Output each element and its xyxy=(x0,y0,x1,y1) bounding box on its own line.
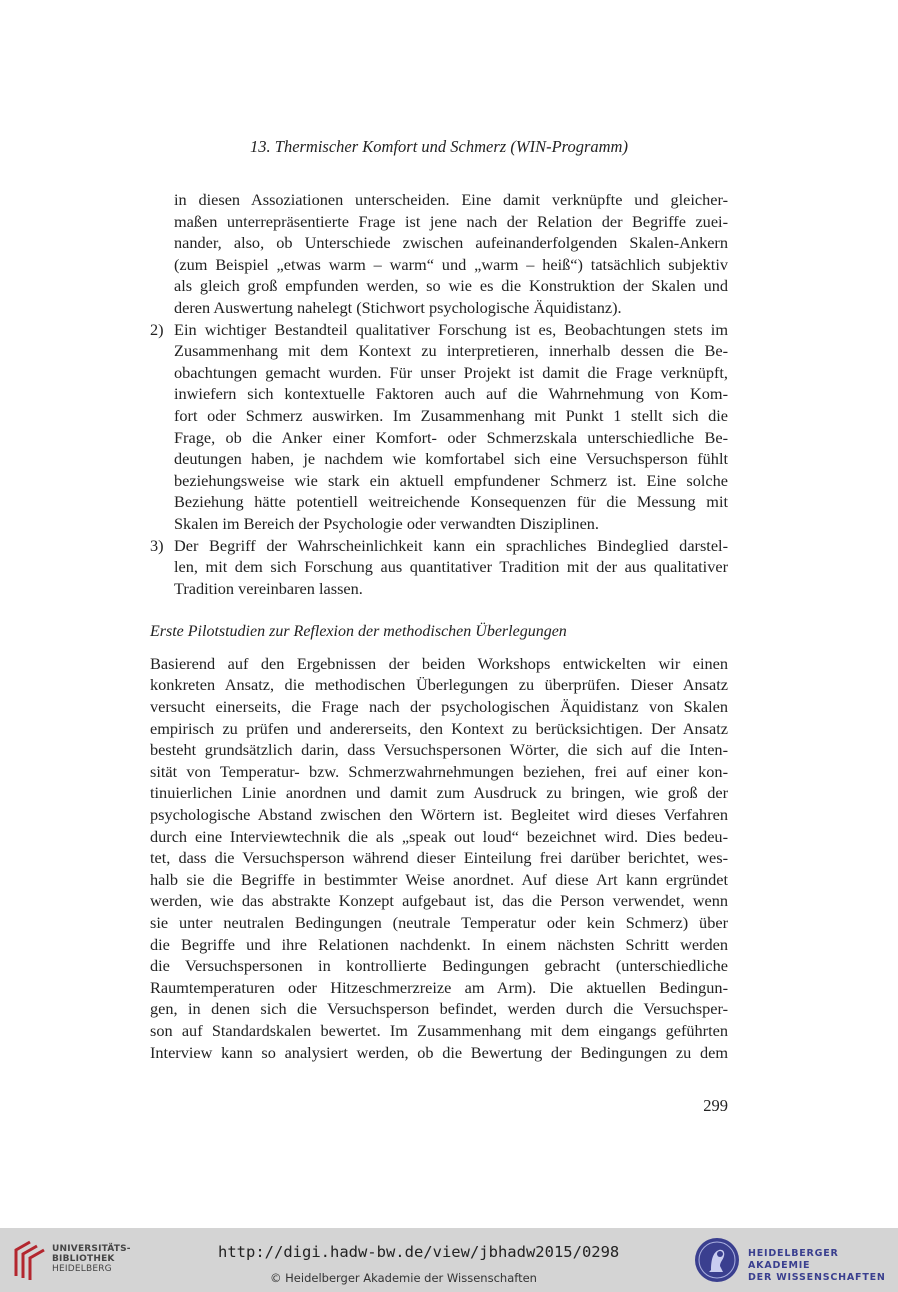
text-line: Ein wichtiger Bestandteil qualitativer Forschung ist es, Beobachtungen stets im xyxy=(174,319,728,339)
footer-bar xyxy=(0,1228,898,1292)
list-item-2 xyxy=(150,319,728,535)
academy-logo-text xyxy=(748,1248,898,1284)
text-line: empirisch zu prüfen und andererseits, den Kontext zu berücksichtigen. Der Ansatz xyxy=(150,718,728,738)
text-line: inwiefern sich kontextuelle Faktoren auch auf die Wahrnehmung von Kom- xyxy=(174,384,728,404)
list-item-3 xyxy=(150,535,728,600)
text-line: Beziehung hätte potentiell weitreichende Konsequenzen für die Messung mit xyxy=(174,492,728,512)
text-line: konkreten Ansatz, die methodischen Überlegungen zu überprüfen. Dieser Ansatz xyxy=(150,675,728,695)
text-line: besteht grundsätzlich darin, dass Versuchspersonen Wörter, die sich auf die Inten- xyxy=(150,740,728,760)
academy-logo-line: HEIDELBERGER AKADEMIE xyxy=(748,1248,839,1271)
text-line: sität von Temperatur- bzw. Schmerzwahrnehmungen beziehen, frei auf einer kon- xyxy=(150,761,728,781)
text-line: versucht einerseits, die Frage nach der psychologischen Äquidistanz von Skalen xyxy=(150,697,728,717)
text-line: gen, in denen sich die Versuchsperson befindet, werden durch die Versuchsper- xyxy=(150,999,728,1019)
page-number: 299 xyxy=(703,1096,728,1115)
academy-seal-icon xyxy=(693,1236,741,1284)
text-line: in diesen Assoziationen unterscheiden. Eine damit verknüpfte und gleicher- xyxy=(174,190,728,209)
text-line: Frage, ob die Anker einer Komfort- oder Schmerzskala unterschiedliche Be- xyxy=(174,427,728,447)
text-line: tinuierlichen Linie anordnen und damit zum Ausdruck zu bringen, wie groß der xyxy=(150,783,728,803)
text-line: obachtungen gemacht wurden. Für unser Projekt ist damit die Frage verknüpft, xyxy=(174,362,728,382)
academy-logo-line: DER WISSENSCHAFTEN xyxy=(748,1272,886,1283)
running-head: 13. Thermischer Komfort und Schmerz (WIN-Programm) xyxy=(250,137,628,156)
text-line: (zum Beispiel „etwas warm – warm“ und „warm – heiß“) tatsächlich subjektiv xyxy=(174,254,728,274)
copyright-notice: © Heidelberger Akademie der Wissenschaften xyxy=(270,1271,537,1285)
library-logo-line: UNIVERSITÄTS- xyxy=(52,1244,131,1254)
permalink-url[interactable]: http://digi.hadw-bw.de/view/jbhadw2015/0298 xyxy=(218,1243,620,1261)
text-line: fort oder Schmerz auswirken. Im Zusammenhang mit Punkt 1 stellt sich die xyxy=(174,405,728,425)
text-line: die Versuchspersonen in kontrollierte Bedingungen gebracht (unterschiedliche xyxy=(150,956,728,976)
section-subheading: Erste Pilotstudien zur Reflexion der methodischen Überlegungen xyxy=(150,623,567,641)
list-item-1-continuation xyxy=(150,189,728,319)
text-line: len, mit dem sich Forschung aus quantitativer Tradition mit der aus qualitativer xyxy=(174,557,728,577)
text-line: deutungen haben, je nachdem wie komfortabel sich eine Versuchsperson fühlt xyxy=(174,449,728,469)
text-line: nander, also, ob Unterschiede zwischen aufeinanderfolgenden Skalen-Ankern xyxy=(174,233,728,253)
library-logo-line: HEIDELBERG xyxy=(52,1264,112,1274)
text-line: die Begriffe und ihre Relationen nachdenkt. In einem nächsten Schritt werden xyxy=(150,934,728,954)
library-logo-icon xyxy=(10,1236,52,1282)
text-line: Raumtemperaturen oder Hitzeschmerzreize am Arm). Die aktuellen Bedingun- xyxy=(150,977,728,997)
text-line: Tradition vereinbaren lassen. xyxy=(174,578,363,598)
text-line: Der Begriff der Wahrscheinlichkeit kann ein sprachliches Bindeglied darstel- xyxy=(174,535,728,555)
list-number: 3) xyxy=(150,535,164,555)
text-line: werden, wie das abstrakte Konzept aufgebaut ist, das die Person verwendet, wenn xyxy=(150,891,728,911)
text-line: Skalen im Bereich der Psychologie oder verwandten Disziplinen. xyxy=(174,513,600,533)
library-logo-text xyxy=(52,1244,131,1274)
text-line: sie unter neutralen Bedingungen (neutrale Temperatur oder kein Schmerz) über xyxy=(150,913,728,932)
text-line: psychologische Abstand zwischen den Wörtern ist. Begleitet wird dieses Verfahren xyxy=(150,805,728,825)
text-line: deren Auswertung nahelegt (Stichwort psychologische Äquidistanz). xyxy=(174,297,622,317)
text-line: son auf Standardskalen bewertet. Im Zusammenhang mit dem eingangs geführten xyxy=(150,1020,728,1040)
text-line: Basierend auf den Ergebnissen der beiden Workshops entwickelten wir einen xyxy=(150,653,728,673)
text-line: tet, dass die Versuchsperson während dieser Einteilung frei darüber berichtet, wes- xyxy=(150,848,728,868)
paragraph xyxy=(150,653,728,1063)
text-line: halb sie die Begriffe in bestimmter Weise anordnet. Auf diese Art kann ergründet xyxy=(150,869,728,889)
text-line: Zusammenhang mit dem Kontext zu interpretieren, innerhalb dessen die Be- xyxy=(174,341,728,361)
text-line: maßen unterrepräsentierte Frage ist jene nach der Relation der Begriffe zuei- xyxy=(174,211,728,231)
text-line: als gleich groß empfunden werden, so wie es die Konstruktion der Skalen und xyxy=(174,276,728,296)
list-number: 2) xyxy=(150,319,164,339)
text-line: durch eine Interviewtechnik die als „speak out loud“ bezeichnet wird. Dies bedeu- xyxy=(150,826,728,846)
text-line: beziehungsweise wie stark ein aktuell empfundener Schmerz ist. Eine solche xyxy=(174,470,728,490)
library-logo-line: BIBLIOTHEK xyxy=(52,1254,115,1264)
body-text xyxy=(150,189,728,1063)
text-line: Interview kann so analysiert werden, ob die Bewertung der Bedingungen zu dem xyxy=(150,1042,728,1062)
